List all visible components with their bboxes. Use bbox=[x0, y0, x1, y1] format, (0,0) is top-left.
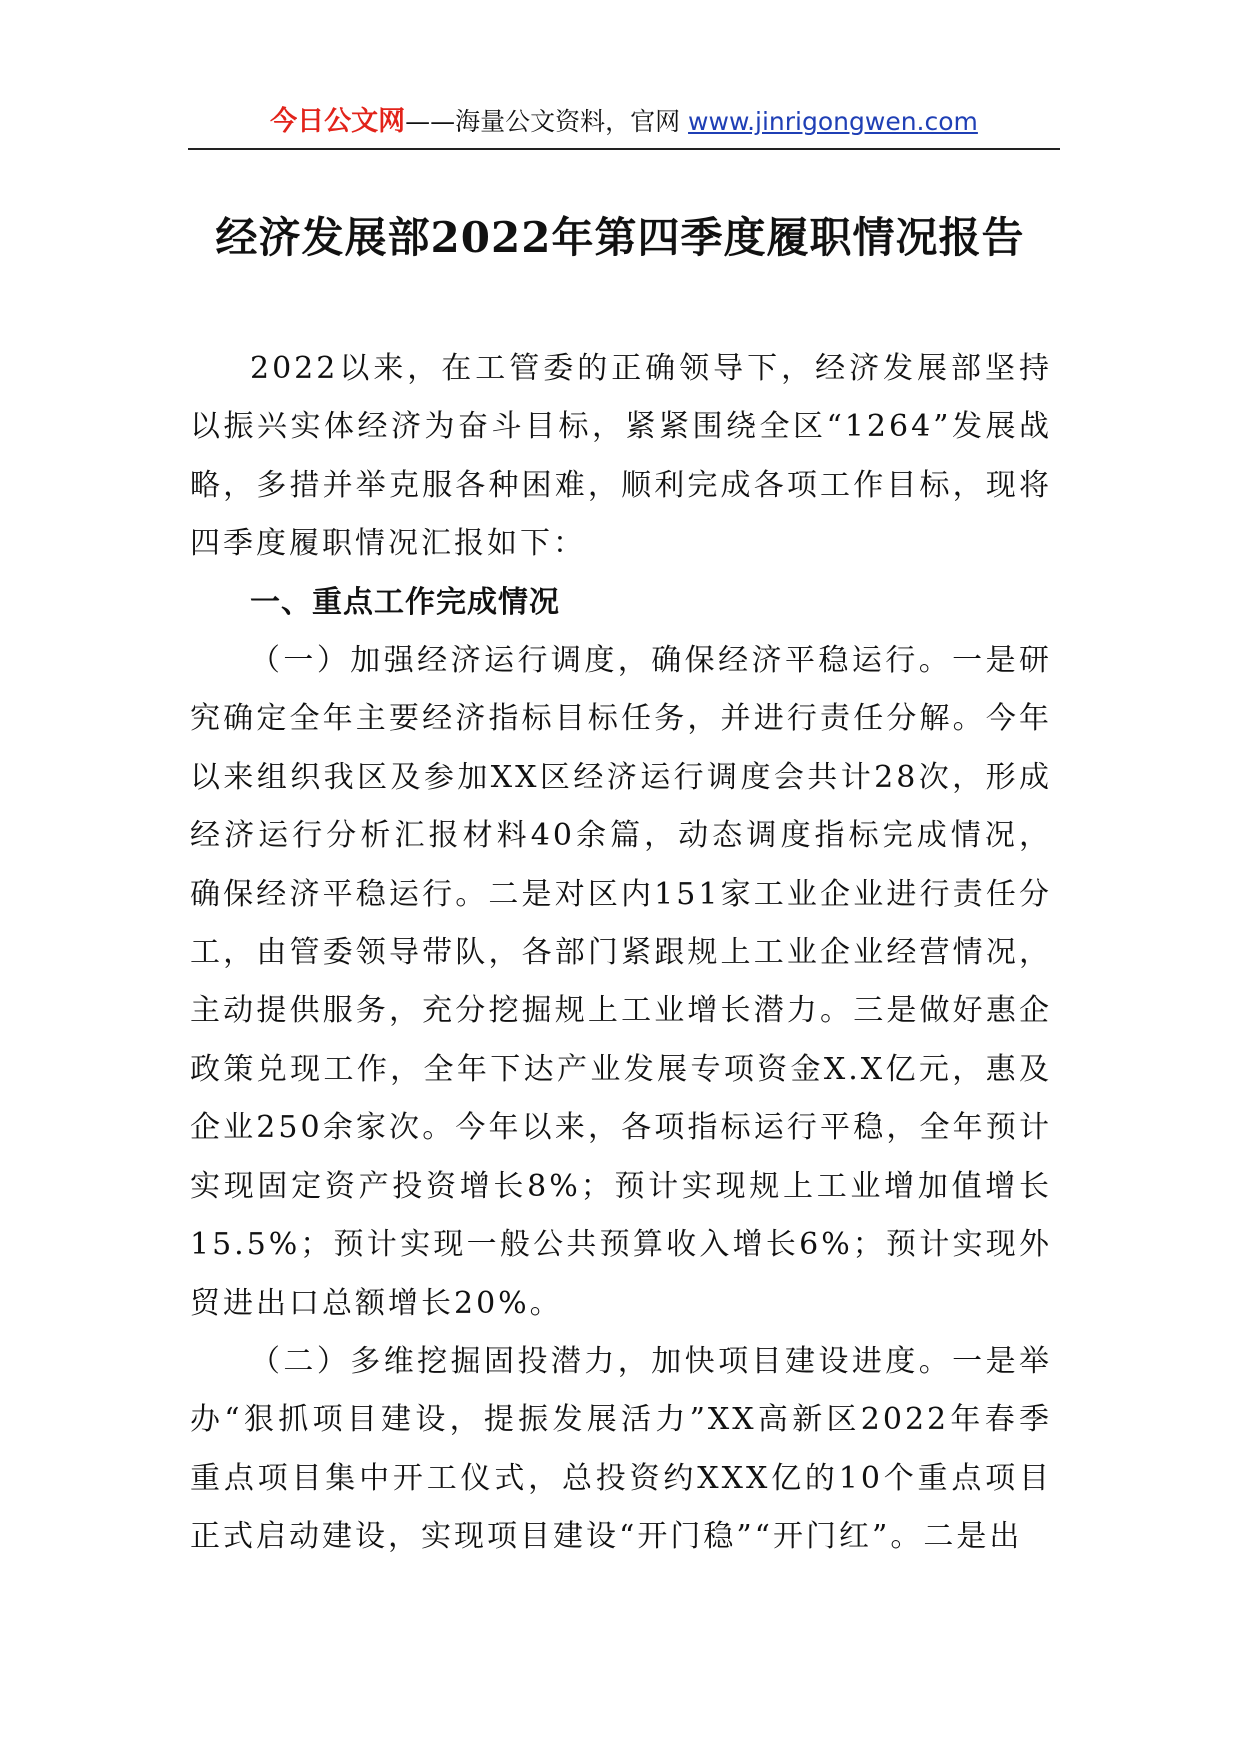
document-title: 经济发展部2022年第四季度履职情况报告 bbox=[215, 213, 1025, 262]
section-heading: 一、重点工作完成情况 bbox=[250, 584, 560, 620]
site-url-link[interactable]: www.jinrigongwen.com bbox=[688, 107, 978, 136]
header-dash: —— bbox=[405, 107, 456, 136]
document-body bbox=[190, 340, 1052, 1567]
header-tagline: 海量公文资料，官网 bbox=[455, 107, 689, 136]
site-header bbox=[188, 100, 1060, 144]
body-paragraph-2: （二）多维挖掘固投潜力，加快项目建设进度。一是举办“狠抓项目建设，提振发展活力”XX高新区2022年春季重点项目集中开工仪式，总投资约XXX亿的10个重点项目正式启动建设，实现项目建设“开门稳”“开门红”。二是出 bbox=[190, 1343, 1052, 1555]
header-divider bbox=[188, 148, 1060, 150]
body-paragraph-1: （一）加强经济运行调度，确保经济平稳运行。一是研究确定全年主要经济指标目标任务，并进行责任分解。今年以来组织我区及参加XX区经济运行调度会共计28次，形成经济运行分析汇报材料40余篇，动态调度指标完成情况，确保经济平稳运行。二是对区内151家工业企业进行责任分工，由管委领导带队，各部门紧跟规上工业企业经营情况，主动提供服务，充分挖掘规上工业增长潜力。三是做好惠企政策兑现工作，全年下达产业发展专项资金X.X亿元，惠及企业250余家次。今年以来，各项指标运行平稳，全年预计实现固定资产投资增长8%；预计实现规上工业增加值增长15.5%；预计实现一般公共预算收入增长6%；预计实现外贸进出口总额增长20%。 bbox=[190, 643, 1052, 1321]
intro-paragraph: 2022以来，在工管委的正确领导下，经济发展部坚持以振兴实体经济为奋斗目标，紧紧围绕全区“1264”发展战略，多措并举克服各种困难，顺利完成各项工作目标，现将四季度履职情况汇报如下： bbox=[190, 351, 1052, 562]
site-brand-logo: 今日公文网 bbox=[270, 106, 406, 137]
